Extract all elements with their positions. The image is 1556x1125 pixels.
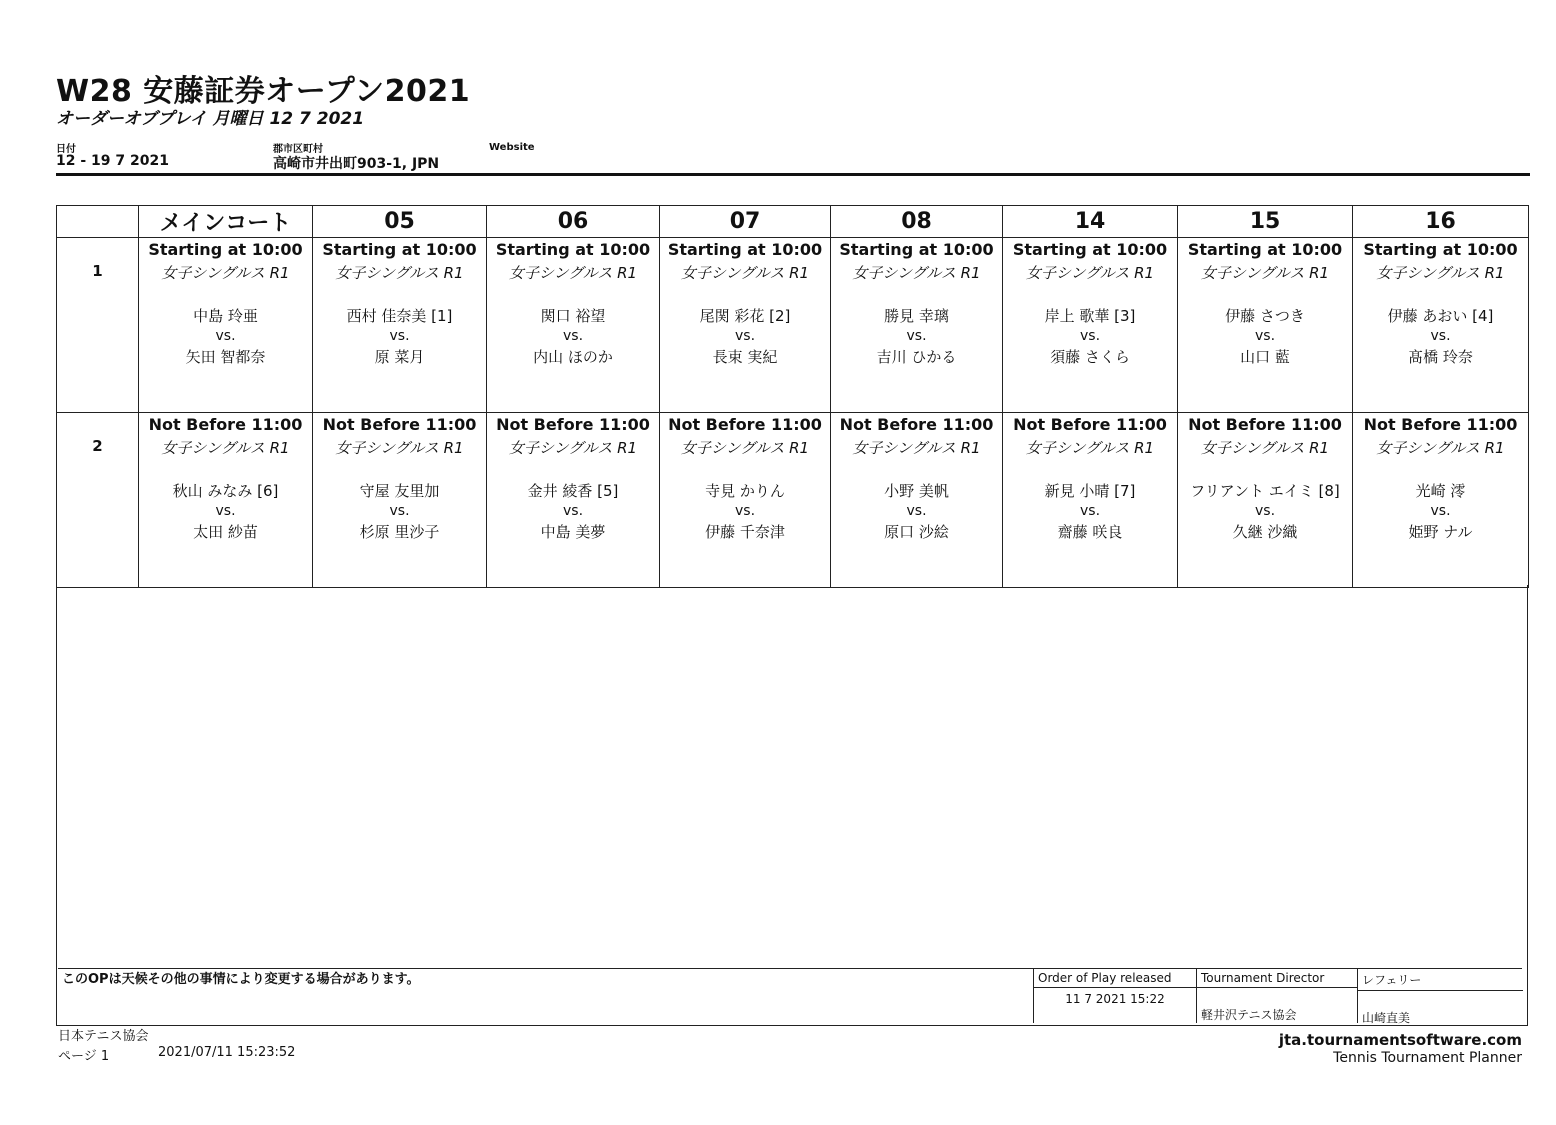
match-event: 女子シングルス R1 — [680, 264, 810, 282]
player-one: 伊藤 さつき — [1225, 307, 1305, 325]
versus-label: vs. — [734, 328, 756, 344]
director-label: Tournament Director — [1201, 971, 1325, 985]
player-one: 伊藤 あおい [4] — [1387, 307, 1494, 325]
match-cell — [1178, 413, 1353, 588]
print-timestamp: 2021/07/11 15:23:52 — [158, 1045, 296, 1060]
referee-block — [1357, 968, 1523, 1023]
versus-label: vs. — [1079, 503, 1101, 519]
court-header-row — [57, 206, 1529, 238]
player-two: 長束 実紀 — [712, 348, 778, 366]
player-one: 金井 綾香 [5] — [527, 482, 619, 500]
site-url: jta.tournamentsoftware.com — [1278, 1031, 1522, 1049]
match-cell — [1178, 238, 1353, 413]
versus-label: vs. — [1430, 328, 1451, 344]
match-cell — [660, 238, 831, 413]
match-event: 女子シングルス R1 — [508, 264, 638, 282]
court-header: 07 — [660, 206, 831, 238]
location-value: 高崎市井出町903-1, JPN — [273, 156, 440, 172]
match-event: 女子シングルス R1 — [1200, 439, 1330, 457]
match-cell — [1003, 238, 1178, 413]
referee-value: 山崎直美 — [1362, 1011, 1411, 1025]
versus-label: vs. — [1254, 328, 1276, 344]
match-cell — [487, 413, 660, 588]
player-two: 姫野 ナル — [1408, 523, 1473, 541]
website-label: Website — [489, 142, 535, 153]
match-event: 女子シングルス R1 — [335, 439, 464, 457]
player-one: 光崎 澪 — [1415, 482, 1466, 500]
player-one: 寺見 かりん — [705, 482, 785, 500]
match-event: 女子シングルス R1 — [1376, 439, 1505, 457]
court-header: 08 — [831, 206, 1003, 238]
match-row — [57, 238, 1529, 413]
match-cell — [831, 238, 1003, 413]
match-time: Not Before 11:00 — [839, 415, 994, 434]
match-time: Not Before 11:00 — [668, 415, 822, 434]
versus-label: vs. — [1430, 503, 1451, 519]
match-cell — [831, 413, 1003, 588]
match-time: Starting at 10:00 — [1012, 240, 1168, 259]
match-time: Starting at 10:00 — [495, 240, 651, 259]
match-row — [57, 413, 1529, 588]
match-cell — [1003, 413, 1178, 588]
player-one: フリアント エイミ [8] — [1190, 482, 1340, 500]
match-cell — [313, 413, 487, 588]
versus-label: vs. — [215, 328, 236, 344]
versus-label: vs. — [734, 503, 756, 519]
match-event: 女子シングルス R1 — [1376, 264, 1505, 282]
schedule-frame — [56, 585, 1528, 1026]
match-time: Starting at 10:00 — [322, 240, 477, 259]
match-event: 女子シングルス R1 — [852, 264, 981, 282]
versus-label: vs. — [389, 328, 410, 344]
page-title: W28 安藤証券オープン2021 — [56, 74, 471, 109]
player-two: 原口 沙絵 — [884, 523, 949, 541]
player-two: 久継 沙織 — [1232, 523, 1298, 541]
match-event: 女子シングルス R1 — [161, 264, 290, 282]
page-subtitle: オーダーオブプレイ 月曜日 12 7 2021 — [56, 109, 365, 129]
header-divider — [56, 173, 1530, 176]
match-time: Not Before 11:00 — [148, 415, 303, 434]
player-two: 矢田 智都奈 — [185, 348, 266, 366]
court-header: 15 — [1178, 206, 1353, 238]
match-time: Starting at 10:00 — [1363, 240, 1518, 259]
player-two: 須藤 さくら — [1050, 348, 1130, 366]
versus-label: vs. — [562, 503, 584, 519]
date-value: 12 - 19 7 2021 — [56, 153, 169, 169]
match-event: 女子シングルス R1 — [1025, 439, 1155, 457]
player-two: 中島 美夢 — [540, 523, 606, 541]
player-one: 岸上 歌華 [3] — [1044, 307, 1136, 325]
match-event: 女子シングルス R1 — [508, 439, 638, 457]
match-time: Not Before 11:00 — [1188, 415, 1342, 434]
versus-label: vs. — [906, 328, 927, 344]
player-two: 内山 ほのか — [533, 348, 613, 366]
director-value: 軽井沢テニス協会 — [1201, 1008, 1297, 1022]
match-event: 女子シングルス R1 — [1200, 264, 1330, 282]
match-time: Not Before 11:00 — [496, 415, 650, 434]
match-time: Starting at 10:00 — [839, 240, 994, 259]
player-two: 伊藤 千奈津 — [705, 523, 785, 541]
player-one: 中島 玲亜 — [193, 307, 258, 325]
player-one: 秋山 みなみ [6] — [172, 482, 279, 500]
director-block — [1196, 968, 1357, 1023]
match-cell — [660, 413, 831, 588]
court-header: メインコート — [139, 206, 313, 238]
player-one: 小野 美帆 — [884, 482, 949, 500]
released-block — [1033, 968, 1196, 1023]
player-one: 勝見 幸璃 — [884, 307, 949, 325]
corner-cell — [57, 206, 139, 238]
versus-label: vs. — [562, 328, 584, 344]
match-event: 女子シングルス R1 — [852, 439, 981, 457]
page-number: ページ 1 — [58, 1049, 110, 1064]
match-event: 女子シングルス R1 — [680, 439, 810, 457]
versus-label: vs. — [1254, 503, 1276, 519]
match-time: Starting at 10:00 — [667, 240, 823, 259]
match-cell — [139, 413, 313, 588]
player-two: 原 菜月 — [374, 348, 425, 366]
match-time: Starting at 10:00 — [148, 240, 303, 259]
match-time: Not Before 11:00 — [1363, 415, 1518, 434]
versus-label: vs. — [906, 503, 927, 519]
player-one: 関口 裕望 — [540, 307, 606, 325]
player-two: 吉川 ひかる — [876, 348, 957, 366]
match-order-number: 1 — [57, 238, 139, 413]
match-time: Not Before 11:00 — [1013, 415, 1167, 434]
match-cell — [1353, 238, 1529, 413]
match-cell — [313, 238, 487, 413]
date-label: 日付 — [56, 144, 76, 155]
player-one: 新見 小晴 [7] — [1044, 482, 1136, 500]
match-event: 女子シングルス R1 — [161, 439, 290, 457]
court-header: 05 — [313, 206, 487, 238]
versus-label: vs. — [215, 503, 236, 519]
released-value: 11 7 2021 15:22 — [1065, 992, 1165, 1006]
player-two: 杉原 里沙子 — [359, 523, 440, 541]
player-one: 西村 佳奈美 [1] — [346, 307, 453, 325]
match-event: 女子シングルス R1 — [1025, 264, 1155, 282]
court-header: 14 — [1003, 206, 1178, 238]
player-one: 守屋 友里加 — [359, 482, 440, 500]
versus-label: vs. — [1079, 328, 1101, 344]
software-name: Tennis Tournament Planner — [1333, 1050, 1522, 1066]
player-two: 山口 藍 — [1240, 348, 1290, 366]
organization-name: 日本テニス協会 — [58, 1029, 149, 1044]
match-cell — [487, 238, 660, 413]
versus-label: vs. — [389, 503, 410, 519]
match-cell — [1353, 413, 1529, 588]
player-one: 尾関 彩花 [2] — [699, 307, 791, 325]
order-of-play-table — [56, 205, 1529, 588]
court-header: 16 — [1353, 206, 1529, 238]
court-header: 06 — [487, 206, 660, 238]
match-time: Not Before 11:00 — [322, 415, 477, 434]
match-order-number: 2 — [57, 413, 139, 588]
released-label: Order of Play released — [1038, 971, 1172, 985]
location-label: 郡市区町村 — [273, 144, 323, 155]
player-two: 齋藤 咲良 — [1057, 523, 1123, 541]
player-two: 太田 紗苗 — [193, 523, 258, 541]
match-event: 女子シングルス R1 — [335, 264, 464, 282]
match-cell — [139, 238, 313, 413]
player-two: 髙橋 玲奈 — [1408, 348, 1473, 366]
match-time: Starting at 10:00 — [1187, 240, 1343, 259]
referee-label: レフェリー — [1362, 973, 1422, 987]
schedule-note: このOPは天候その他の事情により変更する場合があります。 — [62, 972, 420, 987]
